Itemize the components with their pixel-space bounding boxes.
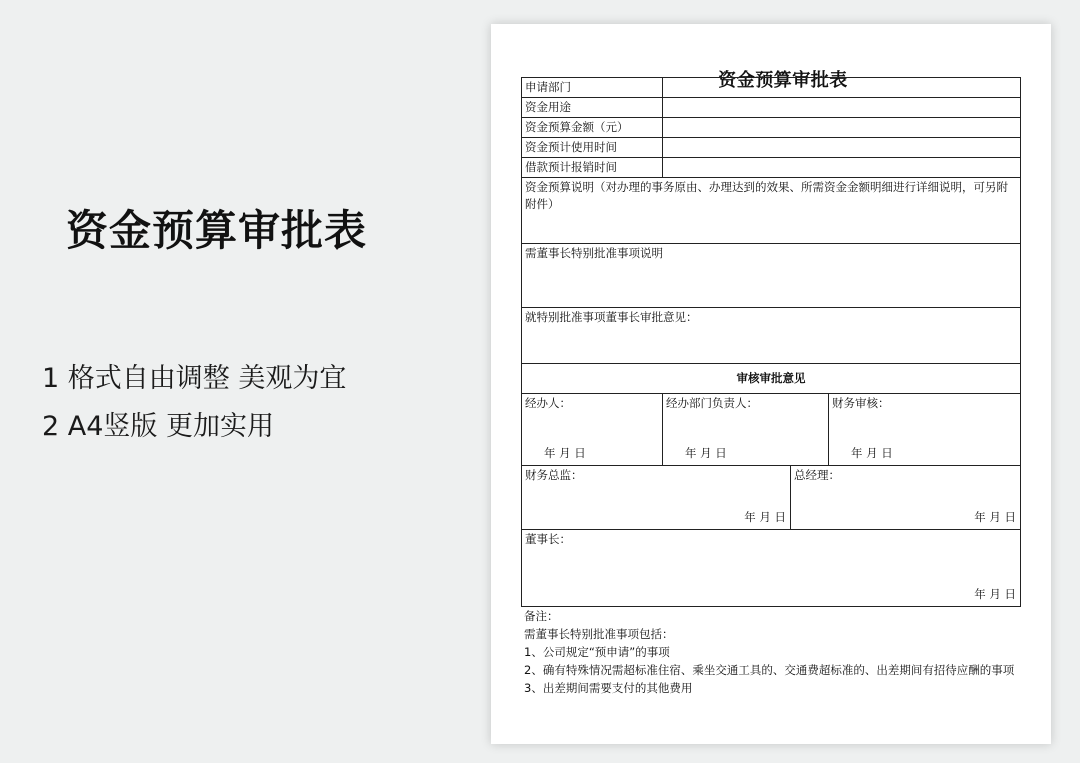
left-panel (0, 0, 470, 763)
finance-review-cell (828, 394, 1020, 465)
general-manager-cell (790, 466, 1020, 529)
finance-review-label: 财务审核： (832, 396, 890, 410)
reimburse-time-label: 借款预计报销时间 (525, 160, 617, 174)
handler-label: 经办人： (525, 396, 571, 410)
dept-head-date: 年 月 日 (685, 446, 727, 460)
feature-item: 2 A4竖版 更加实用 (42, 411, 274, 442)
finance-director-cell (522, 466, 790, 529)
dept-head-cell (662, 394, 828, 465)
finance-director-label: 财务总监： (525, 468, 583, 482)
table-row-dept (522, 78, 1020, 98)
finance-director-date: 年 月 日 (744, 510, 786, 524)
chairman-label: 董事长： (525, 532, 571, 546)
table-row-reimburse-time (522, 158, 1020, 178)
usage-label: 资金用途 (525, 100, 571, 114)
form-document (491, 24, 1051, 744)
use-time-label: 资金预计使用时间 (525, 140, 617, 154)
notes-intro: 需董事长特别批准事项包括： (524, 627, 674, 641)
general-manager-label: 总经理： (794, 468, 840, 482)
table-row-use-time (522, 138, 1020, 158)
table-row-signers-1 (522, 394, 1020, 466)
handler-cell (522, 394, 662, 465)
notes-section (524, 607, 1018, 697)
table-row-chairman-opinion (522, 308, 1020, 364)
dept-label: 申请部门 (525, 80, 571, 94)
finance-review-date: 年 月 日 (851, 446, 893, 460)
use-time-value (662, 138, 1020, 157)
chairman-cell (522, 530, 1020, 606)
table-row-signers-2 (522, 466, 1020, 530)
dept-value (662, 78, 1020, 97)
review-header: 审核审批意见 (736, 371, 806, 385)
general-manager-date: 年 月 日 (974, 510, 1016, 524)
chairman-items-label: 需董事长特别批准事项说明 (525, 246, 663, 260)
chairman-opinion-label: 就特别批准事项董事长审批意见： (525, 310, 698, 324)
usage-value (662, 98, 1020, 117)
feature-list (42, 355, 346, 451)
notes-item: 1、公司规定“预申请”的事项 (524, 645, 670, 659)
notes-item: 2、确有特殊情况需超标准住宿、乘坐交通工具的、交通费超标准的、出差期间有招待应酬的事项 (524, 663, 1015, 677)
table-row-chairman (522, 530, 1020, 606)
handler-date: 年 月 日 (544, 446, 586, 460)
amount-value (662, 118, 1020, 137)
table-row-description (522, 178, 1020, 244)
dept-head-label: 经办部门负责人： (666, 396, 758, 410)
description-label: 资金预算说明（对办理的事务原由、办理达到的效果、所需资金金额明细进行详细说明，可另附附件） (525, 180, 1008, 211)
notes-item: 3、出差期间需要支付的其他费用 (524, 681, 693, 695)
approval-table (521, 77, 1021, 607)
chairman-date: 年 月 日 (974, 587, 1016, 601)
table-row-review-header (522, 364, 1020, 394)
table-row-amount (522, 118, 1020, 138)
notes-heading: 备注： (524, 609, 559, 623)
feature-item: 1 格式自由调整 美观为宜 (42, 363, 347, 394)
table-row-chairman-items (522, 244, 1020, 308)
reimburse-time-value (662, 158, 1020, 177)
table-row-usage (522, 98, 1020, 118)
amount-label: 资金预算金额（元） (525, 120, 629, 134)
form-title-text: 资金预算审批表 (718, 70, 848, 91)
page-title: 资金预算审批表 (66, 206, 368, 255)
